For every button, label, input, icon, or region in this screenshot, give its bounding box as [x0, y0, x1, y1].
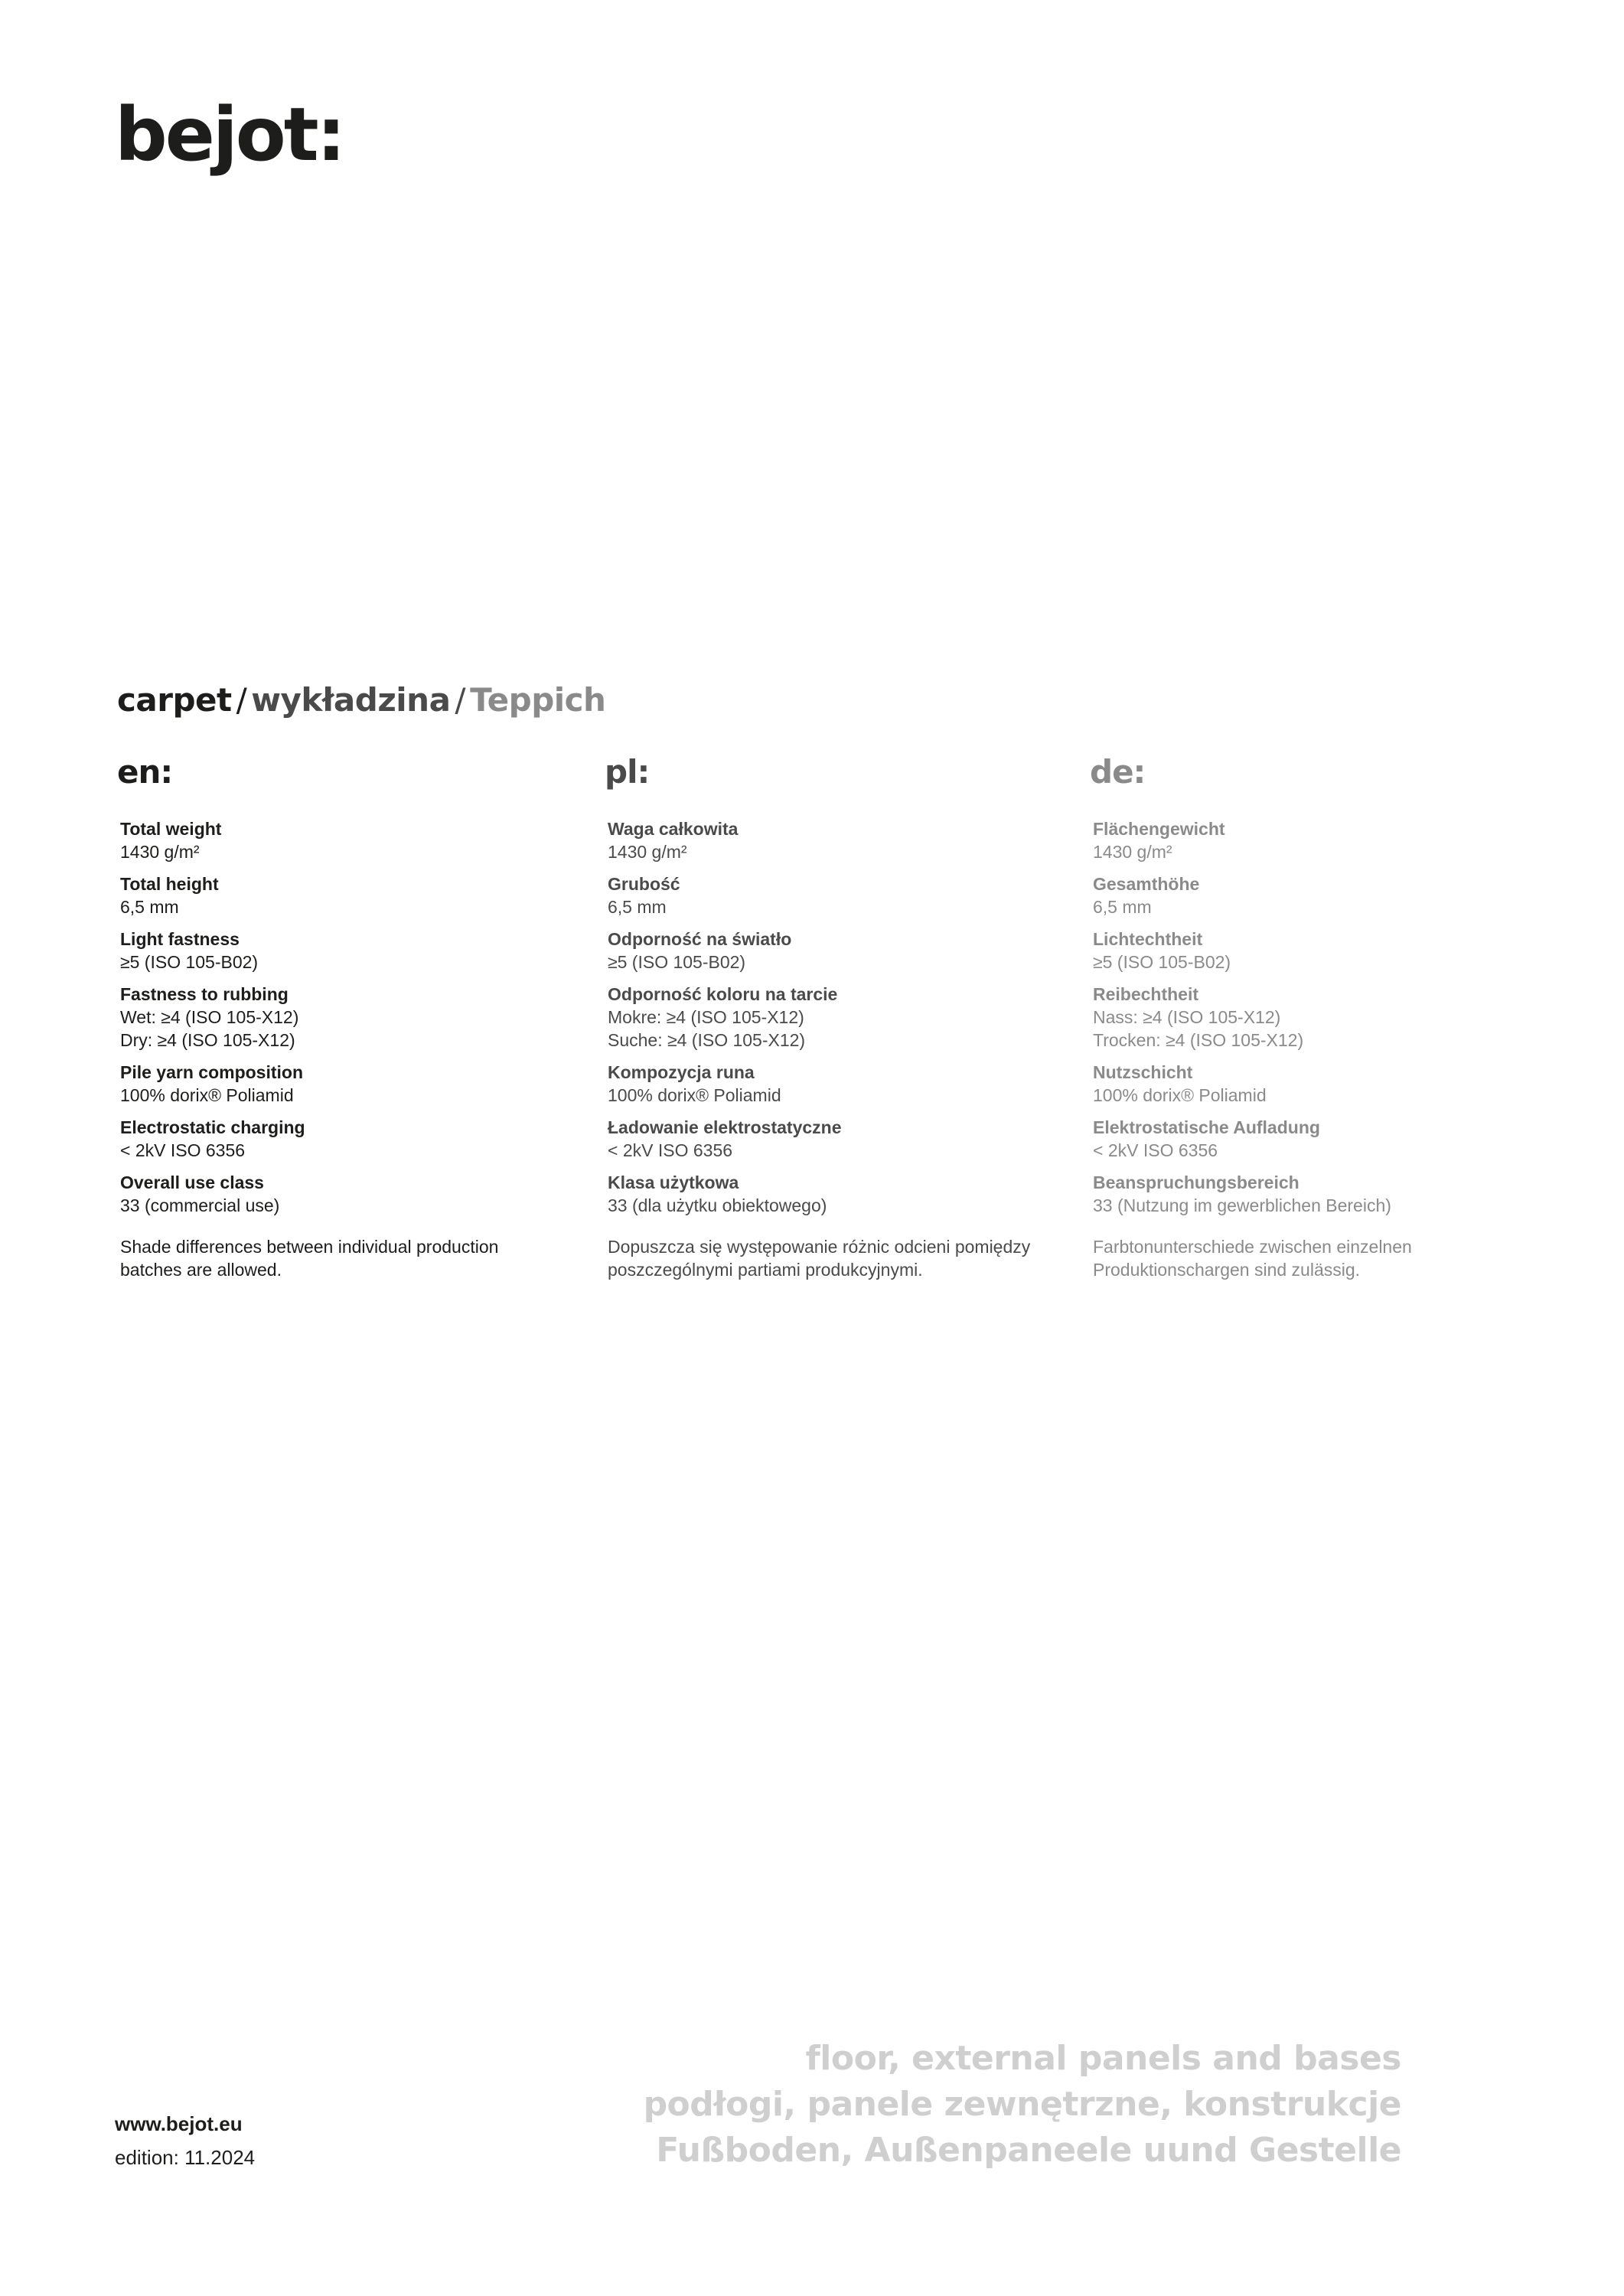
category-de: Fußboden, Außenpaneele uund Gestelle — [656, 2131, 1401, 2170]
spec-value: ≥5 (ISO 105-B02) — [1093, 952, 1231, 972]
language-heading-de: de: — [1090, 753, 1146, 791]
spec-item — [120, 1171, 561, 1217]
spec-label: Waga całkowita — [608, 819, 739, 839]
spec-value: ≥5 (ISO 105-B02) — [120, 952, 259, 972]
spec-item — [1093, 928, 1534, 974]
spec-label: Beanspruchungsbereich — [1093, 1172, 1300, 1192]
spec-value: 1430 g/m² — [608, 842, 687, 862]
section-title-en: carpet — [117, 681, 232, 719]
spec-item — [608, 1116, 1048, 1162]
spec-value: Mokre: ≥4 (ISO 105-X12) — [608, 1007, 804, 1027]
shade-note: Farbtonunterschiede zwischen einzelnen Produktionschargen sind zulässig. — [1093, 1237, 1412, 1280]
spec-item — [608, 983, 1048, 1052]
spec-value: Trocken: ≥4 (ISO 105-X12) — [1093, 1030, 1304, 1050]
spec-value: 6,5 mm — [608, 897, 667, 917]
shade-note: Dopuszcza się występowanie różnic odcieni pomiędzy poszczególnymi partiami produkcyjnymi. — [608, 1237, 1031, 1280]
spec-label: Reibechtheit — [1093, 984, 1199, 1004]
spec-item — [608, 872, 1048, 918]
spec-label: Flächengewicht — [1093, 819, 1225, 839]
spec-value: 100% dorix® Poliamid — [1093, 1085, 1267, 1105]
spec-label: Odporność koloru na tarcie — [608, 984, 838, 1004]
spec-value: 33 (dla użytku obiektowego) — [608, 1195, 827, 1215]
spec-label: Nutzschicht — [1093, 1062, 1193, 1082]
edition-label: edition: 11.2024 — [115, 2146, 256, 2169]
spec-item — [1093, 817, 1534, 863]
spec-value: 1430 g/m² — [1093, 842, 1172, 862]
category-en: floor, external panels and bases — [805, 2039, 1401, 2078]
spec-item — [608, 1061, 1048, 1107]
spec-column-en — [117, 753, 561, 1281]
title-separator: / — [455, 681, 466, 719]
spec-label: Ładowanie elektrostatyczne — [608, 1117, 842, 1137]
spec-label: Total weight — [120, 819, 222, 839]
spec-label: Electrostatic charging — [120, 1117, 305, 1137]
spec-label: Elektrostatische Aufladung — [1093, 1117, 1320, 1137]
spec-value: Wet: ≥4 (ISO 105-X12) — [120, 1007, 299, 1027]
spec-item — [120, 872, 561, 918]
spec-item — [1093, 1061, 1534, 1107]
section-title-de: Teppich — [470, 681, 606, 719]
section-title-pl: wykładzina — [251, 681, 451, 719]
language-heading-en: en: — [117, 753, 173, 791]
spec-value: 33 (Nutzung im gewerblichen Bereich) — [1093, 1195, 1391, 1215]
spec-value: 6,5 mm — [1093, 897, 1152, 917]
spec-item — [1093, 983, 1534, 1052]
spec-value: 100% dorix® Poliamid — [120, 1085, 294, 1105]
spec-column-pl — [605, 753, 1048, 1281]
spec-item — [1093, 872, 1534, 918]
spec-item — [1093, 1171, 1534, 1217]
website-link[interactable]: www.bejot.eu — [115, 2112, 243, 2135]
section-title — [117, 681, 605, 719]
spec-item — [608, 817, 1048, 863]
category-pl: podłogi, panele zewnętrzne, konstrukcje — [643, 2085, 1401, 2124]
spec-label: Pile yarn composition — [120, 1062, 303, 1082]
spec-value: 1430 g/m² — [120, 842, 200, 862]
spec-column-de — [1090, 753, 1534, 1281]
spec-item — [120, 983, 561, 1052]
spec-value: ≥5 (ISO 105-B02) — [608, 952, 746, 972]
spec-label: Lichtechtheit — [1093, 929, 1203, 949]
spec-value: < 2kV ISO 6356 — [1093, 1140, 1218, 1160]
spec-value: < 2kV ISO 6356 — [608, 1140, 733, 1160]
spec-label: Total height — [120, 874, 219, 894]
spec-label: Gesamthöhe — [1093, 874, 1200, 894]
spec-value: Nass: ≥4 (ISO 105-X12) — [1093, 1007, 1281, 1027]
spec-value: 6,5 mm — [120, 897, 179, 917]
language-heading-pl: pl: — [605, 753, 650, 791]
spec-label: Kompozycja runa — [608, 1062, 755, 1082]
spec-item — [120, 817, 561, 863]
spec-label: Light fastness — [120, 929, 240, 949]
spec-label: Klasa użytkowa — [608, 1172, 739, 1192]
spec-value: < 2kV ISO 6356 — [120, 1140, 246, 1160]
spec-item — [120, 1116, 561, 1162]
shade-note: Shade differences between individual production batches are allowed. — [120, 1237, 499, 1280]
spec-item — [608, 928, 1048, 974]
spec-item — [608, 1171, 1048, 1217]
title-separator: / — [236, 681, 247, 719]
spec-item — [120, 928, 561, 974]
spec-value: 33 (commercial use) — [120, 1195, 280, 1215]
spec-value: Dry: ≥4 (ISO 105-X12) — [120, 1030, 295, 1050]
spec-label: Grubość — [608, 874, 680, 894]
brand-logo: bejot: — [115, 92, 344, 178]
spec-item — [120, 1061, 561, 1107]
spec-label: Odporność na światło — [608, 929, 792, 949]
category-list — [644, 2036, 1401, 2174]
spec-label: Overall use class — [120, 1172, 264, 1192]
spec-value: 100% dorix® Poliamid — [608, 1085, 781, 1105]
spec-item — [1093, 1116, 1534, 1162]
spec-value: Suche: ≥4 (ISO 105-X12) — [608, 1030, 806, 1050]
spec-label: Fastness to rubbing — [120, 984, 289, 1004]
